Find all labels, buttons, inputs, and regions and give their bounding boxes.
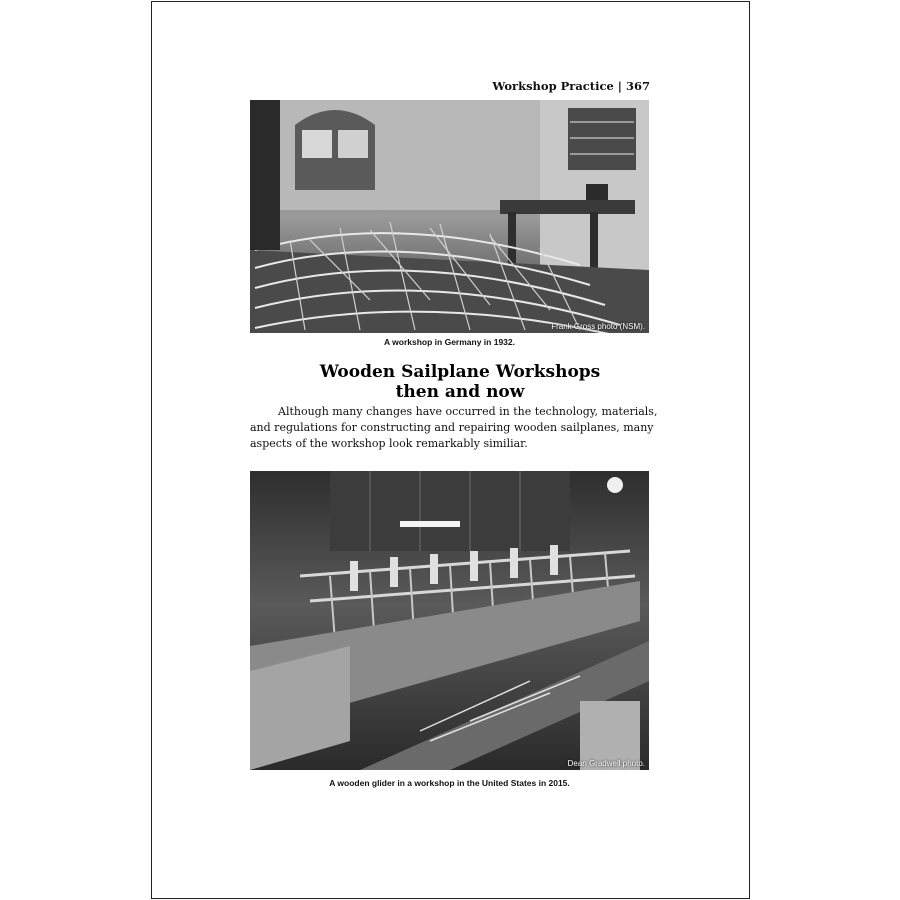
article-body: Although many changes have occurred in the technology, materials, and regulations for constructing and repairing wooden sailplanes, many aspects of the workshop look remarkably similiar. xyxy=(250,405,658,450)
article-title-line-1: Wooden Sailplane Workshops xyxy=(319,362,601,382)
article-title xyxy=(250,362,670,402)
photo-2015-image xyxy=(250,471,649,770)
photo-1932-workshop xyxy=(250,100,649,333)
photo-caption-1: A workshop in Germany in 1932. xyxy=(383,337,515,347)
photo-credit-1: Frank Gross photo (NSM). xyxy=(551,322,645,331)
photo-1932-image xyxy=(250,100,649,333)
photo-caption-2: A wooden glider in a workshop in the United States in 2015. xyxy=(329,778,570,788)
article-title-line-2: then and now xyxy=(395,382,525,402)
photo-credit-2: Dean Gradwell photo. xyxy=(567,759,645,768)
photo-2015-workshop xyxy=(250,471,649,770)
running-header: Workshop Practice | 367 xyxy=(492,79,650,93)
